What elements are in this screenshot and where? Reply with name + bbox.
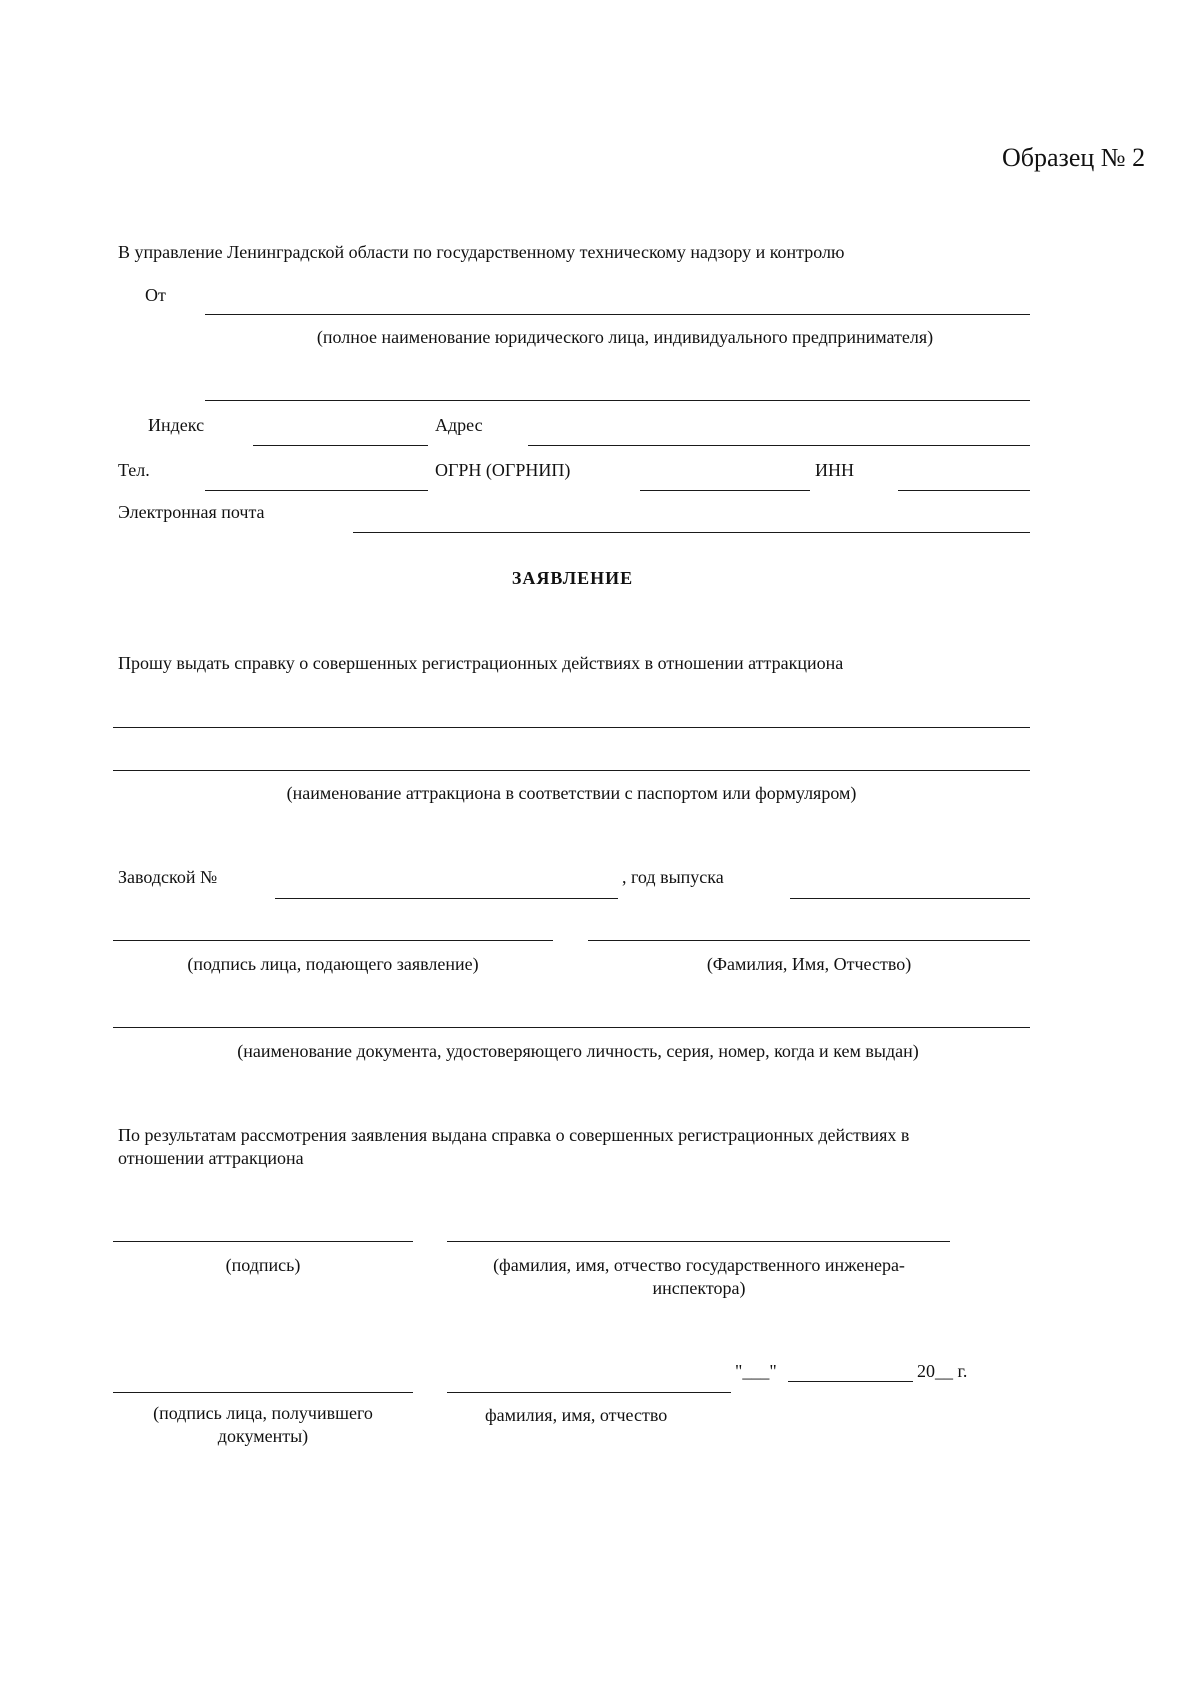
addressee-line: В управление Ленинградской области по государственному техническому надзору и контролю — [118, 242, 845, 262]
receiver-name-caption: фамилия, имя, отчество — [485, 1405, 668, 1425]
email-label: Электронная почта — [118, 502, 265, 522]
receiver-signature-caption-line-2: документы) — [217, 1426, 309, 1446]
id-document-input-line[interactable] — [113, 1027, 1030, 1028]
ogrn-label: ОГРН (ОГРНИП) — [435, 460, 571, 480]
date-year-field[interactable]: 20__ г. — [917, 1361, 968, 1381]
from-input-line-2[interactable] — [205, 400, 1030, 401]
application-title: ЗАЯВЛЕНИЕ — [511, 568, 634, 588]
year-input-line[interactable] — [790, 898, 1030, 899]
applicant-signature-line[interactable] — [113, 940, 553, 941]
applicant-signature-caption: (подпись лица, подающего заявление) — [187, 954, 479, 974]
inspector-signature-caption: (подпись) — [225, 1255, 301, 1275]
receiver-name-line[interactable] — [447, 1392, 731, 1393]
inspector-name-caption-line-1: (фамилия, имя, отчество государственного инженера- — [493, 1255, 905, 1275]
date-day-field[interactable]: "___" — [735, 1361, 777, 1381]
serial-number-input-line[interactable] — [275, 898, 618, 899]
year-label: , год выпуска — [622, 867, 724, 887]
inspector-name-caption-line-2: инспектора) — [652, 1278, 746, 1298]
from-label: От — [145, 285, 166, 305]
phone-input-line[interactable] — [205, 490, 428, 491]
address-input-line[interactable] — [528, 445, 1030, 446]
receiver-signature-caption-line-1: (подпись лица, получившего — [153, 1403, 373, 1423]
receiver-signature-line[interactable] — [113, 1392, 413, 1393]
result-text-line-1: По результатам рассмотрения заявления выдана справка о совершенных регистрационных действиях в — [118, 1125, 910, 1145]
sample-number-label: Образец № 2 — [1002, 143, 1146, 172]
inspector-name-line[interactable] — [447, 1241, 950, 1242]
id-document-caption: (наименование документа, удостоверяющего личность, серия, номер, когда и кем выдан) — [237, 1041, 919, 1061]
index-label: Индекс — [148, 415, 205, 435]
applicant-name-caption: (Фамилия, Имя, Отчество) — [706, 954, 912, 974]
from-input-line[interactable] — [205, 314, 1030, 315]
serial-number-label: Заводской № — [118, 867, 218, 887]
inspector-signature-line[interactable] — [113, 1241, 413, 1242]
date-month-input-line[interactable] — [788, 1381, 913, 1382]
request-text: Прошу выдать справку о совершенных регистрационных действиях в отношении аттракциона — [118, 653, 844, 673]
from-caption: (полное наименование юридического лица, индивидуального предпринимателя) — [316, 327, 934, 347]
result-text-line-2: отношении аттракциона — [118, 1148, 304, 1168]
inn-label: ИНН — [815, 460, 854, 480]
attraction-input-line-2[interactable] — [113, 770, 1030, 771]
attraction-caption: (наименование аттракциона в соответствии с паспортом или формуляром) — [286, 783, 857, 803]
email-input-line[interactable] — [353, 532, 1030, 533]
inn-input-line[interactable] — [898, 490, 1030, 491]
attraction-input-line-1[interactable] — [113, 727, 1030, 728]
index-input-line[interactable] — [253, 445, 428, 446]
applicant-name-line[interactable] — [588, 940, 1030, 941]
phone-label: Тел. — [118, 460, 150, 480]
ogrn-input-line[interactable] — [640, 490, 810, 491]
address-label: Адрес — [435, 415, 483, 435]
